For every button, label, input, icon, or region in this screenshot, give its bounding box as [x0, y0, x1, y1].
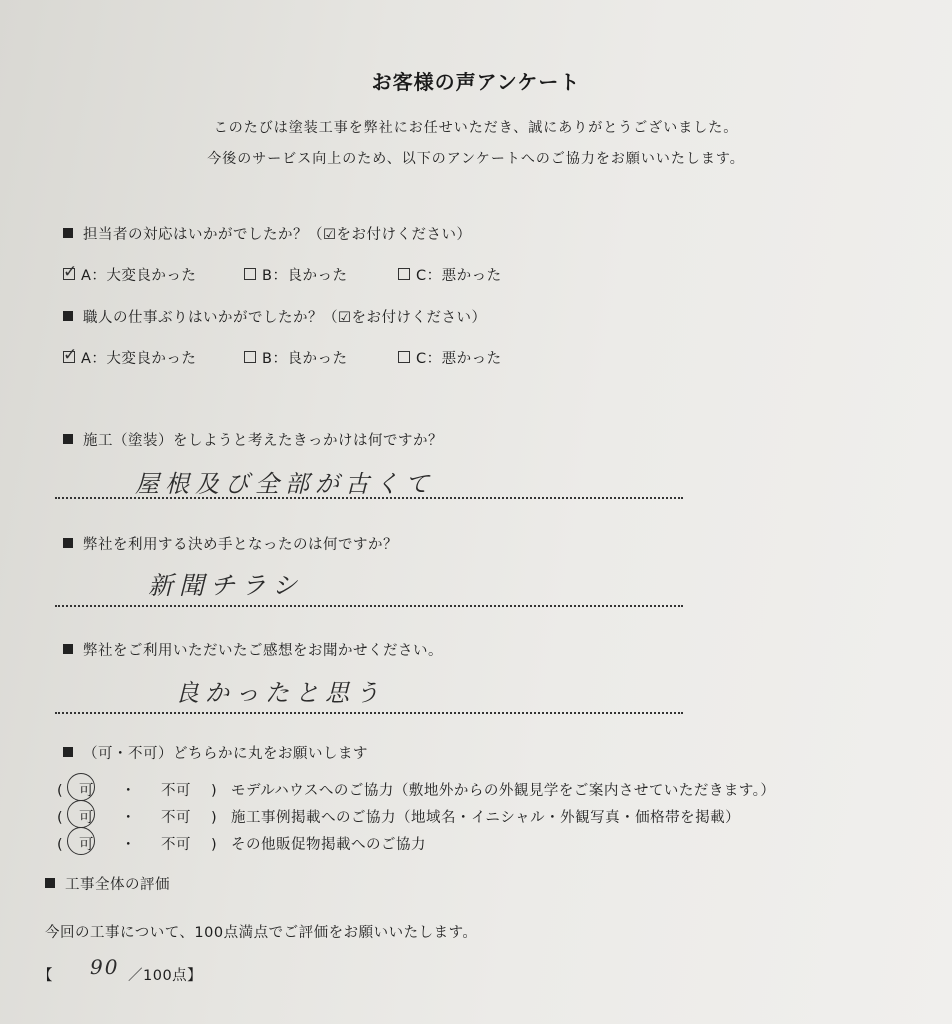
question-1-label: 担当者の対応はいかがでしたか？（☑をお付けください） [83, 227, 472, 243]
consent-1-circle-mark [67, 773, 95, 801]
bullet-square-icon [63, 434, 73, 444]
q1-option-b[interactable]: B：良かった [244, 264, 347, 285]
consent-2-text: 施工事例掲載へのご協力（地域名・イニシャル・外観写真・価格帯を掲載） [231, 810, 741, 826]
checkbox-checked-icon[interactable]: ✓ [63, 262, 78, 282]
consent-3-text: その他販促物掲載へのご協力 [231, 837, 426, 853]
answer-5-line [55, 712, 683, 714]
consent-3-no[interactable]: 不可 [161, 837, 191, 853]
survey-title: お客様の声アンケート [371, 70, 581, 94]
question-6-label: （可・不可）どちらかに丸をお願いします [83, 746, 368, 762]
bullet-square-icon [63, 747, 73, 757]
bullet-square-icon [63, 644, 73, 654]
q1-option-a[interactable]: ✓ A：大変良かった [63, 262, 197, 284]
bullet-square-icon [45, 878, 55, 888]
question-5-label: 弊社をご利用いただいたご感想をお聞かせください。 [83, 643, 443, 659]
consent-3-yes[interactable]: 可 [79, 837, 94, 853]
checkbox-icon[interactable] [398, 351, 410, 363]
bullet-square-icon [63, 538, 73, 548]
q1-option-c[interactable]: C：悪かった [398, 264, 502, 285]
q2-option-a[interactable]: ✓ A：大変良かった [63, 345, 197, 367]
consent-row-1: ( 可 ・ 不可 ) モデルハウスへのご協力（敷地外からの外観見学をご案内させていただきます。） [57, 779, 775, 800]
consent-2-no[interactable]: 不可 [161, 810, 191, 826]
score-bracket-open: 【 [38, 968, 53, 984]
q2-option-b[interactable]: B：良かった [244, 347, 347, 368]
question-4-label: 弊社を利用する決め手となったのは何ですか？ [83, 537, 398, 553]
consent-1-yes[interactable]: 可 [79, 783, 94, 799]
score-max: ／100点】 [128, 968, 203, 984]
consent-3-circle-mark [67, 827, 95, 855]
checkbox-icon[interactable] [398, 268, 410, 280]
question-3 [63, 429, 443, 450]
question-2-label: 職人の仕事ぶりはいかがでしたか？（☑をお付けください） [83, 310, 487, 326]
checkbox-checked-icon[interactable]: ✓ [63, 345, 78, 365]
consent-1-text: モデルハウスへのご協力（敷地外からの外観見学をご案内させていただきます。） [231, 783, 776, 799]
consent-row-2: ( 可 ・ 不可 ) 施工事例掲載へのご協力（地域名・イニシャル・外観写真・価格帯を掲載） [57, 806, 740, 827]
consent-1-no[interactable]: 不可 [161, 783, 191, 799]
consent-2-circle-mark [67, 800, 95, 828]
question-1 [63, 223, 472, 244]
answer-3-line [55, 497, 683, 499]
question-3-label: 施工（塗装）をしようと考えたきっかけは何ですか？ [83, 433, 443, 449]
question-4 [63, 533, 398, 554]
checkbox-icon[interactable] [244, 268, 256, 280]
question-7-text: 今回の工事について、100点満点でご評価をお願いいたします。 [45, 925, 478, 941]
q2-option-c[interactable]: C：悪かった [398, 347, 502, 368]
consent-2-yes[interactable]: 可 [79, 810, 94, 826]
answer-4-line [55, 605, 683, 607]
question-2 [63, 306, 487, 327]
question-6 [63, 742, 368, 763]
checkbox-icon[interactable] [244, 351, 256, 363]
consent-row-3: ( 可 ・ 不可 ) その他販促物掲載へのご協力 [57, 833, 426, 854]
bullet-square-icon [63, 311, 73, 321]
answer-4-handwritten[interactable]: 新聞チラシ [148, 571, 304, 600]
intro-line-1: このたびは塗装工事を弊社にお任せいただき、誠にありがとうございました。 [213, 120, 739, 136]
answer-3-handwritten[interactable]: 屋根及び全部が古くて [135, 470, 435, 498]
bullet-square-icon [63, 228, 73, 238]
answer-5-handwritten[interactable]: 良かったと思う [175, 679, 385, 707]
question-7-label: 工事全体の評価 [65, 877, 170, 893]
intro-line-2: 今後のサービス向上のため、以下のアンケートへのご協力をお願いいたします。 [207, 151, 745, 167]
score-handwritten[interactable]: 90 [90, 955, 120, 979]
question-7 [45, 873, 170, 894]
question-5 [63, 639, 443, 660]
